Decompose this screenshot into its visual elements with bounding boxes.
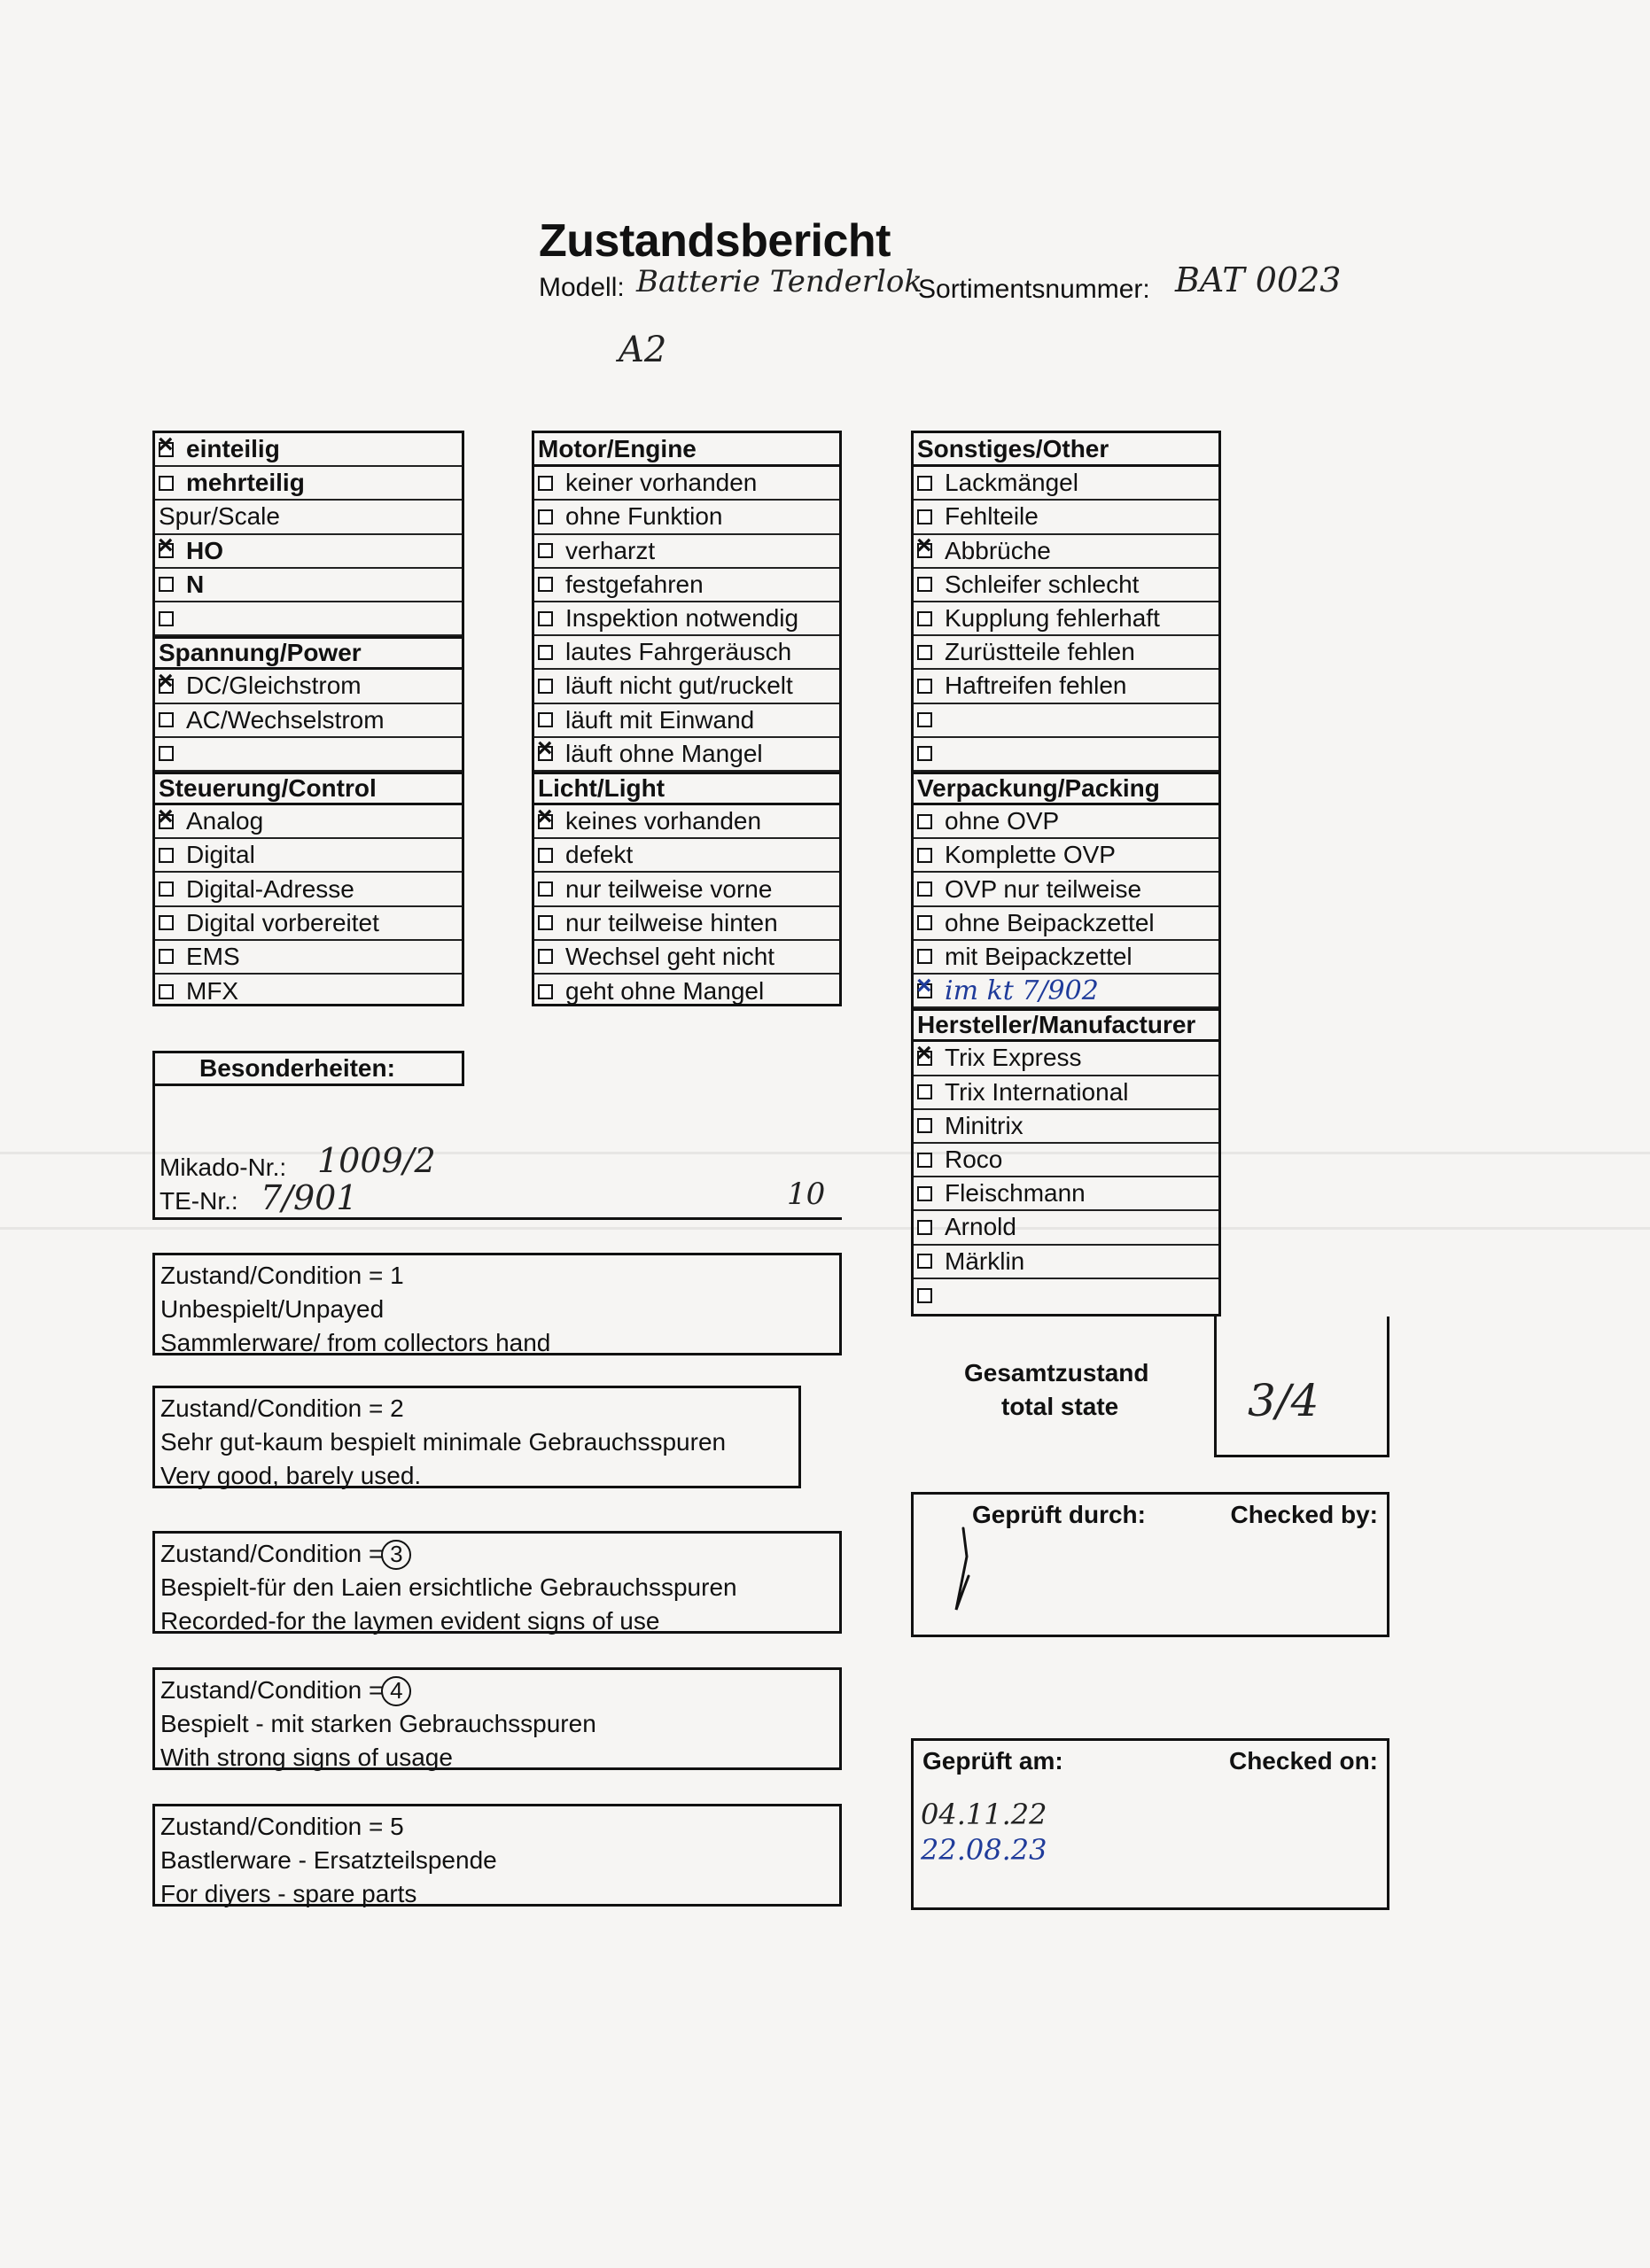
row-label: läuft ohne Mangel [565,739,763,767]
condition-3-en: Recorded-for the laymen evident signs of use [160,1607,660,1635]
row-label: geht ohne Mangel [565,977,765,1006]
condition-1-de: Unbespielt/Unpayed [160,1295,385,1323]
section-header [914,772,1218,805]
gesamtzustand-area [911,1317,1389,1458]
checkbox[interactable] [538,611,553,626]
checkbox-row [534,941,839,975]
row-label: AC/Wechselstrom [186,705,385,734]
row-label: N [186,570,205,598]
row-label: Sonstiges/Other [917,434,1109,462]
checkbox-row [914,839,1218,873]
row-label: Verpackung/Packing [917,773,1160,802]
condition-3-de: Bespielt-für den Laien ersichtliche Gebrauchsspuren [160,1573,737,1601]
checkbox[interactable] [917,1084,932,1099]
checked-on-label: Checked on: [1228,1747,1378,1775]
condition-5-en: For diyers - spare parts [160,1880,417,1907]
row-label: verharzt [565,536,656,564]
row-label: Steuerung/Control [159,773,377,802]
checkbox[interactable] [159,712,174,727]
checkbox-row [914,636,1218,670]
checkbox[interactable] [159,746,174,761]
checked-on-box [911,1738,1389,1910]
row-label: OVP nur teilweise [945,874,1142,903]
gesamtzustand-value: 3/4 [1248,1375,1319,1426]
checkbox[interactable] [917,949,932,964]
checkbox-row [534,501,839,534]
checkbox-row [914,873,1218,906]
checkbox-row [534,569,839,602]
condition-2-box [152,1386,801,1488]
checkbox-row [914,1144,1218,1177]
checkbox-row [914,738,1218,772]
condition-3-circled-number: 3 [381,1540,411,1570]
checkbox-row [534,738,839,772]
checkbox[interactable] [917,848,932,863]
row-label: lautes Fahrgeräusch [565,638,792,666]
row-label: Spur/Scale [159,502,280,531]
checkbox[interactable] [917,712,932,727]
row-label: defekt [565,841,634,869]
checkbox[interactable] [917,679,932,694]
checkbox-row [155,501,462,534]
checkbox[interactable] [917,882,932,897]
checkbox[interactable] [917,1118,932,1133]
row-label: EMS [186,942,240,970]
checkbox-row [155,805,462,839]
checkbox[interactable] [538,543,553,558]
checkbox-row [534,805,839,839]
row-label: läuft mit Einwand [565,705,755,734]
row-label: Fehlteile [945,502,1039,531]
checkbox-row [914,569,1218,602]
mikado-label: Mikado-Nr.: [160,1153,287,1181]
row-label: DC/Gleichstrom [186,672,362,700]
row-label: Motor/Engine [538,434,697,462]
checkbox[interactable] [159,848,174,863]
checkbox[interactable] [917,611,932,626]
checkbox-row [155,602,462,636]
check-date-2: 22.08.23 [921,1833,1047,1867]
checkbox-row [534,873,839,906]
checkbox-row [534,636,839,670]
row-label: Roco [945,1146,1003,1174]
checkbox[interactable] [538,984,553,999]
checkbox[interactable] [917,746,932,761]
row-label: Digital vorbereitet [186,908,379,936]
checkbox-row [914,1110,1218,1144]
row-label: keiner vorhanden [565,469,758,497]
row-label: Analog [186,807,264,835]
checkbox-row [155,941,462,975]
signature-mark [937,1521,990,1619]
checkbox[interactable] [917,1288,932,1303]
checkbox[interactable] [917,645,932,660]
condition-5-box [152,1804,842,1907]
checkbox[interactable] [917,1153,932,1168]
row-label: Zurüstteile fehlen [945,638,1135,666]
checkbox-row [914,941,1218,975]
checkbox[interactable] [917,1220,932,1235]
condition-2-de: Sehr gut-kaum bespielt minimale Gebrauchsspuren [160,1428,727,1456]
note-a2: A2 [619,330,667,370]
checkbox-row [914,501,1218,534]
mikado-value: 1009/2 [317,1141,436,1180]
checkbox-row [155,467,462,501]
condition-4-en: With strong signs of usage [160,1744,453,1771]
checkbox-row [155,704,462,738]
check-date-1: 04.11.22 [921,1798,1047,1831]
checkbox-row [155,873,462,906]
checkbox[interactable] [538,848,553,863]
checkbox[interactable] [159,577,174,592]
page-title: Zustandsbericht [539,215,891,267]
checkbox[interactable] [917,814,932,829]
row-label: ohne OVP [945,807,1060,835]
row-label: Lackmängel [945,469,1078,497]
checkbox[interactable] [538,915,553,930]
checkbox-row [534,670,839,703]
section-header [155,636,462,670]
row-label: Fleischmann [945,1179,1086,1208]
row-label: Kupplung fehlerhaft [945,604,1160,633]
row-label: Licht/Light [538,773,665,802]
checkbox-row [914,1279,1218,1313]
condition-1-en: Sammlerware/ from collectors hand [160,1329,551,1356]
checkbox-row [155,839,462,873]
row-label: Trix International [945,1077,1129,1106]
checked-by-label: Checked by: [1230,1501,1378,1528]
checkbox[interactable] [538,476,553,491]
gepr-durch-label: Geprüft durch: [972,1501,1146,1528]
row-label: keines vorhanden [565,807,762,835]
condition-4-circled-number: 4 [381,1676,411,1706]
section-header [534,772,839,805]
row-label: Haftreifen fehlen [945,672,1127,700]
checkbox-row [534,704,839,738]
row-label: festgefahren [565,570,704,598]
row-label: Digital [186,841,255,869]
besonderheiten-label: Besonderheiten: [199,1054,395,1082]
row-label: im kt 7/902 [945,975,1099,1006]
checkbox[interactable] [538,509,553,524]
checkbox-row [914,670,1218,703]
checkbox[interactable] [538,577,553,592]
checkbox-row [155,670,462,703]
checkbox[interactable] [159,949,174,964]
checkbox-row [914,1076,1218,1110]
checkbox-row [534,839,839,873]
checkbox-row [155,569,462,602]
checkbox[interactable] [917,509,932,524]
checkbox-row [914,704,1218,738]
checkbox-row [914,602,1218,636]
checkbox-row [914,1246,1218,1279]
checkbox-row [914,535,1218,569]
condition-4-box [152,1667,842,1770]
checkbox-row [155,535,462,569]
condition-3-box [152,1531,842,1634]
modell-value: Batterie Tenderlok [636,264,922,299]
te-label: TE-Nr.: [160,1187,238,1215]
row-label: Abbrüche [945,536,1051,564]
checkbox-row [914,975,1218,1008]
te-value: 7/901 [261,1178,358,1217]
section-header [914,433,1218,467]
section-header [914,1008,1218,1042]
row-label: mit Beipackzettel [945,942,1132,970]
condition-5-head: Zustand/Condition = 5 [160,1813,404,1840]
checkbox[interactable] [917,915,932,930]
sortiment-label: Sortimentsnummer: [918,275,1150,304]
checkbox[interactable] [538,645,553,660]
condition-1-box [152,1253,842,1355]
checkbox[interactable] [159,984,174,999]
row-label: einteilig [186,435,280,463]
checkbox-checked[interactable] [159,814,174,829]
row-label: nur teilweise vorne [565,874,773,903]
checkbox[interactable] [538,679,553,694]
condition-2-en: Very good, barely used. [160,1462,422,1489]
checkbox[interactable] [917,1186,932,1201]
checkbox[interactable] [917,1254,932,1269]
te-extra: 10 [787,1177,826,1212]
checkbox-checked[interactable] [159,442,174,457]
row-label: ohne Beipackzettel [945,908,1155,936]
checkbox[interactable] [538,949,553,964]
section-header [155,772,462,805]
checkbox[interactable] [917,476,932,491]
row-label: läuft nicht gut/ruckelt [565,672,793,700]
checkbox-row [534,907,839,941]
condition-1-head: Zustand/Condition = 1 [160,1262,404,1289]
section-header [534,433,839,467]
checkbox-row [155,907,462,941]
checkbox-row [914,467,1218,501]
table-other-packing-manufacturer [911,431,1221,1317]
sortiment-value: BAT 0023 [1175,260,1342,299]
row-label: Arnold [945,1213,1016,1241]
checkbox-row [155,975,462,1008]
row-label: HO [186,536,223,564]
row-label: Wechsel geht nicht [565,942,775,970]
row-label: Schleifer schlecht [945,570,1140,598]
row-label: Trix Express [945,1044,1082,1072]
checkbox-row [155,738,462,772]
checkbox[interactable] [917,577,932,592]
checkbox-checked[interactable] [538,746,553,761]
row-label: Spannung/Power [159,639,362,667]
checkbox-row [914,1177,1218,1211]
row-label: Minitrix [945,1111,1023,1139]
checkbox[interactable] [159,915,174,930]
checkbox-row [534,535,839,569]
row-label: nur teilweise hinten [565,908,778,936]
checkbox-row [155,433,462,467]
checkbox-row [914,1211,1218,1245]
row-label: Märklin [945,1247,1025,1275]
checkbox-row [914,805,1218,839]
checkbox-checked[interactable] [159,543,174,558]
checkbox[interactable] [538,712,553,727]
checkbox[interactable] [538,882,553,897]
besonderheiten-header [152,1051,464,1086]
checkbox[interactable] [159,476,174,491]
checkbox-checked[interactable] [538,814,553,829]
condition-2-head: Zustand/Condition = 2 [160,1394,404,1422]
checkbox-checked[interactable] [917,983,932,998]
row-label: Digital-Adresse [186,874,354,903]
table-model-info [152,431,464,1006]
modell-label: Modell: [539,273,625,302]
gepr-am-label: Geprüft am: [922,1747,1063,1775]
checked-by-box [911,1492,1389,1637]
row-label: Hersteller/Manufacturer [917,1011,1196,1039]
total-state-label: total state [1001,1393,1119,1420]
checkbox-row [534,975,839,1008]
checkbox-checked[interactable] [159,679,174,694]
checkbox-row [914,907,1218,941]
checkbox-row [534,602,839,636]
row-label: Inspektion notwendig [565,604,799,633]
gesamtzustand-label: Gesamtzustand [964,1359,1149,1386]
condition-4-de: Bespielt - mit starken Gebrauchsspuren [160,1710,596,1737]
checkbox-row [914,1042,1218,1076]
checkbox[interactable] [159,882,174,897]
condition-5-de: Bastlerware - Ersatzteilspende [160,1846,497,1874]
checkbox[interactable] [159,611,174,626]
condition-3-head: Zustand/Condition = [160,1540,384,1567]
condition-4-head: Zustand/Condition = [160,1676,384,1704]
checkbox-checked[interactable] [917,1051,932,1066]
row-label: Komplette OVP [945,841,1116,869]
checkbox-checked[interactable] [917,543,932,558]
row-label: mehrteilig [186,469,305,497]
table-motor-light [532,431,842,1006]
row-label: ohne Funktion [565,502,723,531]
row-label: MFX [186,977,239,1006]
checkbox-row [534,467,839,501]
